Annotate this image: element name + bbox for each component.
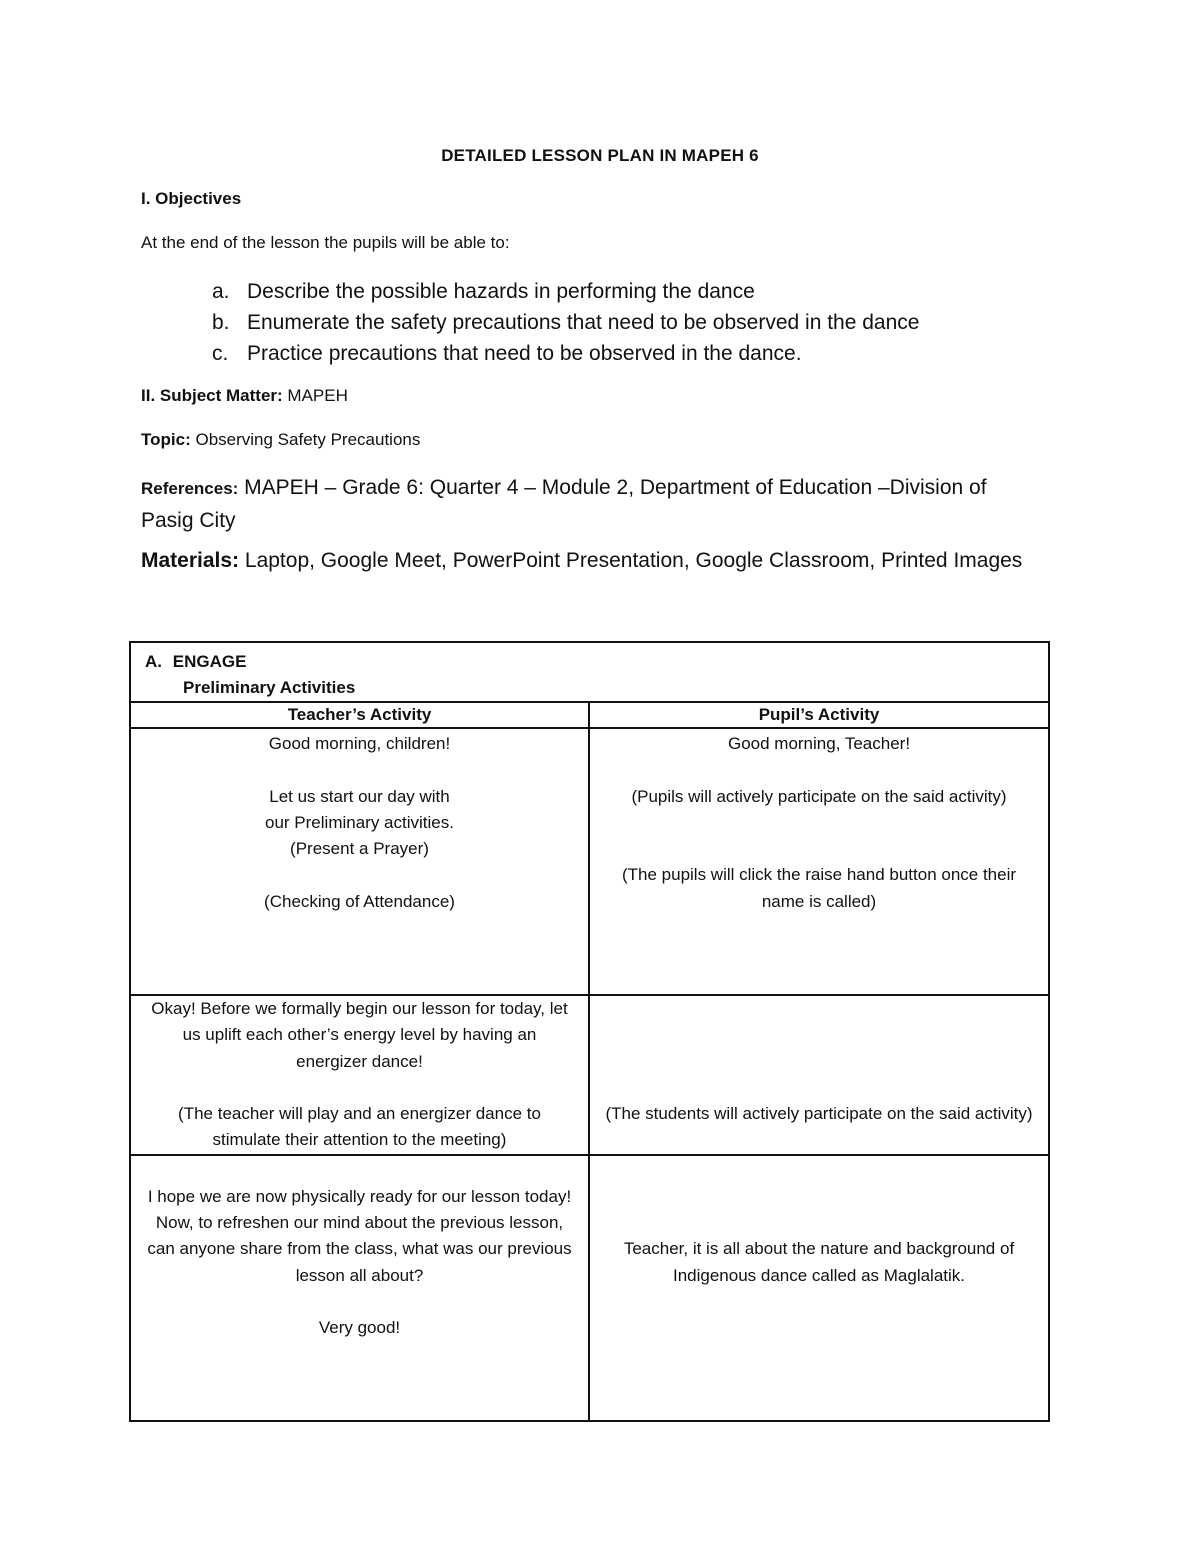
pupil-line: Good morning, Teacher!	[727, 734, 911, 753]
pupil-activity-cell	[589, 995, 1049, 1155]
subject-matter-value: MAPEH	[287, 386, 348, 405]
objective-text: Enumerate the safety precautions that need to be observed in the dance	[247, 311, 920, 334]
section-letter: A.	[145, 652, 162, 671]
table-row	[130, 728, 1049, 995]
topic-label: Topic:	[141, 430, 191, 449]
references-line	[141, 472, 1041, 537]
pupil-line: (The students will actively participate on the said activity)	[605, 1104, 1033, 1124]
objectives-heading: I. Objectives	[141, 189, 242, 208]
topic-line	[141, 430, 420, 450]
teacher-activity-cell	[130, 728, 589, 995]
teacher-line: Good morning, children!	[268, 734, 451, 753]
teacher-line: I hope we are now physically ready for our lesson today!	[147, 1186, 572, 1206]
teacher-line: Let us start our day with	[269, 786, 450, 806]
teacher-line: our Preliminary activities.	[265, 812, 454, 832]
materials-line	[141, 549, 1022, 573]
objective-item	[212, 276, 919, 307]
pupil-line: Teacher, it is all about the nature and background of Indigenous dance called as Maglalatik.	[623, 1239, 1015, 1285]
objective-letter: b.	[212, 311, 230, 334]
pupil-line: (The pupils will click the raise hand button once their name is called)	[621, 865, 1017, 911]
objectives-list	[212, 276, 919, 369]
teacher-line: Very good!	[318, 1318, 401, 1338]
references-label: References:	[141, 479, 239, 498]
pupil-line: (Pupils will actively participate on the said activity)	[631, 786, 1007, 806]
document-title: DETAILED LESSON PLAN IN MAPEH 6	[441, 146, 759, 165]
pupil-activity-cell	[589, 728, 1049, 995]
section-title: ENGAGE	[172, 652, 247, 671]
lesson-table	[129, 641, 1050, 1422]
objective-letter: a.	[212, 280, 230, 303]
table-row	[130, 1155, 1049, 1421]
teacher-line: Now, to refreshen our mind about the previous lesson, can anyone share from the class, what was our previous lesson all about?	[147, 1213, 572, 1285]
pupil-activity-cell	[589, 1155, 1049, 1421]
teacher-line: (The teacher will play and an energizer dance to stimulate their attention to the meeting)	[178, 1104, 541, 1150]
subject-matter-label: II. Subject Matter:	[141, 386, 283, 405]
teacher-activity-cell	[130, 995, 589, 1155]
materials-value: Laptop, Google Meet, PowerPoint Presentation, Google Classroom, Printed Images	[244, 549, 1023, 572]
objective-text: Describe the possible hazards in performing the dance	[247, 280, 755, 303]
engage-section-header	[130, 642, 1049, 702]
references-value: MAPEH – Grade 6: Quarter 4 – Module 2, Department of Education –Division of Pasig City	[141, 476, 987, 532]
objective-item	[212, 338, 919, 369]
teacher-column-header: Teacher’s Activity	[130, 702, 589, 728]
teacher-line: (Checking of Attendance)	[264, 891, 455, 911]
teacher-line: (Present a Prayer)	[290, 839, 429, 859]
objective-text: Practice precautions that need to be observed in the dance.	[247, 342, 802, 365]
teacher-activity-cell	[130, 1155, 589, 1421]
pupil-column-header: Pupil’s Activity	[589, 702, 1049, 728]
teacher-line: Okay! Before we formally begin our lesson for today, let us uplift each other’s energy level by having an energizer dance!	[151, 999, 568, 1071]
topic-value: Observing Safety Precautions	[195, 430, 421, 449]
objectives-intro: At the end of the lesson the pupils will be able to:	[141, 233, 510, 252]
subject-matter-line	[141, 386, 348, 406]
table-row	[130, 995, 1049, 1155]
objective-item	[212, 307, 919, 338]
objective-letter: c.	[212, 342, 229, 365]
materials-label: Materials:	[141, 549, 240, 572]
subsection-title: Preliminary Activities	[183, 678, 356, 697]
